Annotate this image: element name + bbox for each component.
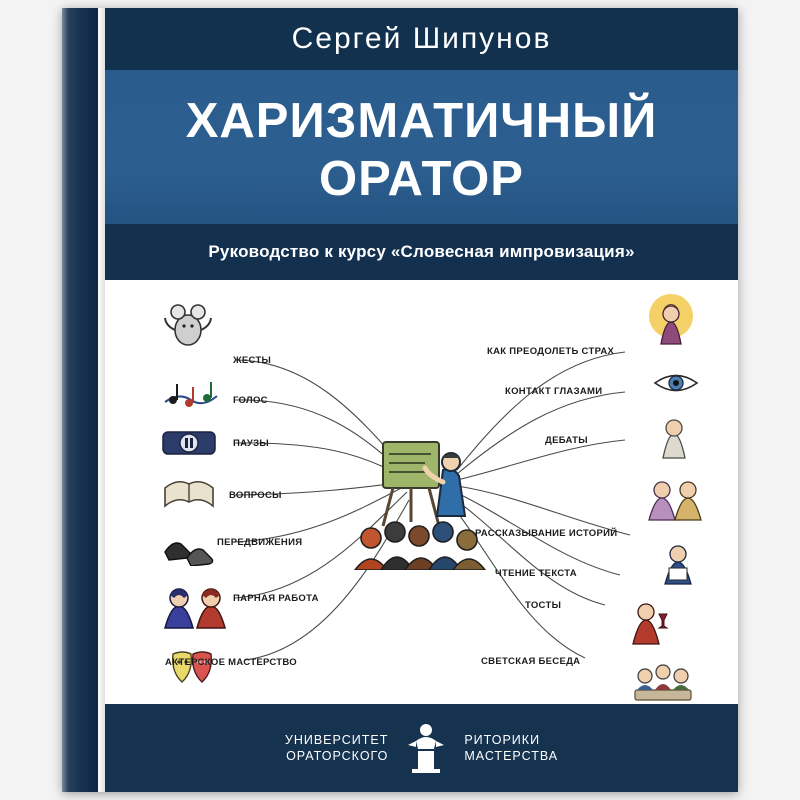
mindmap-label-left-3: ВОПРОСЫ	[229, 490, 282, 501]
book-subtitle: Руководство к курсу «Словесная импровизация»	[208, 242, 635, 261]
book-spine-edge	[98, 8, 105, 792]
reader-with-paper-icon	[655, 538, 701, 586]
open-book-icon	[161, 476, 201, 510]
publisher-band	[105, 704, 738, 792]
people-at-table-icon	[627, 660, 699, 708]
mindmap-label-left-6: АКТЕРСКОЕ МАСТЕРСТВО	[165, 657, 297, 668]
subtitle-band	[105, 224, 738, 280]
two-masked-heroes-icon	[157, 580, 229, 632]
mindmap-label-left-5: ПАРНАЯ РАБОТА	[233, 593, 319, 604]
walking-shoes-icon	[161, 526, 201, 560]
book-spine	[62, 8, 98, 792]
author-name: Сергей Шипунов	[291, 22, 552, 55]
mindmap-center-image	[347, 430, 497, 570]
author-band	[105, 8, 738, 70]
music-notes-icon	[163, 376, 203, 410]
book-title-line-1: ХАРИЗМАТИЧНЫЙ	[185, 94, 658, 148]
mindmap-label-right-3: РАССКАЗЫВАНИЕ ИСТОРИЙ	[475, 528, 618, 539]
publisher-name-left	[285, 732, 388, 764]
book-front-cover	[105, 8, 738, 792]
publisher-logo	[285, 721, 558, 775]
book-title	[105, 92, 738, 208]
mindmap-label-right-4: ЧТЕНИЕ ТЕКСТА	[495, 568, 577, 579]
man-with-wine-glass-icon	[625, 596, 671, 646]
mindmap-illustration	[105, 280, 738, 720]
mindmap-label-right-5: ТОСТЫ	[525, 600, 562, 611]
mindmap-label-left-2: ПАУЗЫ	[233, 438, 269, 449]
mindmap-label-right-0: КАК ПРЕОДОЛЕТЬ СТРАХ	[487, 346, 615, 357]
publisher-name-right	[464, 732, 558, 764]
mindmap-label-left-0: ЖЕСТЫ	[233, 355, 272, 366]
eye-icon	[653, 368, 699, 398]
publisher-left-line-1: УНИВЕРСИТЕТ	[284, 733, 389, 747]
pause-button-icon	[161, 426, 201, 460]
theatre-masks-icon	[169, 648, 217, 690]
mindmap-label-right-6: СВЕТСКАЯ БЕСЕДА	[481, 656, 581, 667]
publisher-right-line-1: РИТОРИКИ	[464, 733, 541, 747]
orator-in-toga-icon	[653, 412, 695, 460]
mindmap-label-right-1: КОНТАКТ ГЛАЗАМИ	[505, 386, 603, 397]
publisher-left-line-2: ОРАТОРСКОГО	[286, 749, 389, 763]
book-title-line-2: ОРАТОР	[319, 152, 524, 206]
book	[62, 8, 738, 792]
speaker-podium-logo-icon	[402, 721, 450, 775]
storyteller-masks-icon	[645, 476, 705, 524]
mindmap-label-left-1: ГОЛОС	[233, 395, 268, 406]
mindmap-label-left-4: ПЕРЕДВИЖЕНИЯ	[217, 537, 303, 548]
title-band	[105, 70, 738, 280]
publisher-right-line-2: МАСТЕРСТВА	[464, 749, 559, 763]
mouse-gesture-icon	[163, 300, 203, 334]
mindmap-label-right-2: ДЕБАТЫ	[545, 435, 588, 446]
scared-person-icon	[647, 294, 695, 352]
